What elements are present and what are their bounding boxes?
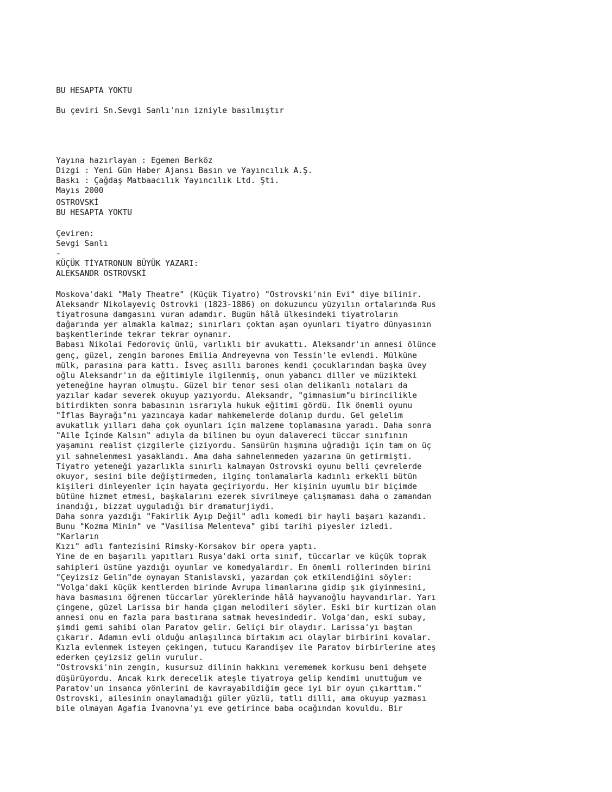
header-block <box>56 86 586 116</box>
body-line: annesi onu en fazla para bastırana satmak hevesindedir. Volga'dan, eski subay, <box>56 613 427 622</box>
body-line: Tiyatro yeteneği yazarlıkla sınırlı kalmayan Ostrovski oyunu belli çevrelerde <box>56 461 422 471</box>
separator-dash: - <box>56 249 61 259</box>
body-line: yazılar kadar severek okuyup yazıyordu. Aleksandr, "gimnasium"u birincilikle <box>56 390 418 400</box>
body-line: okuyor, sesini bile değiştirmeden, ilginç tonlamalarla kadınlı erkekli bütün <box>56 471 418 481</box>
translator-label: Çeviren: <box>56 229 95 238</box>
title-block <box>56 198 586 218</box>
body-line: Aleksandr Nikolayeviç Ostrovki (1823-1886) on dokuzuncu yüzyılın ortalarında Rus <box>56 300 437 310</box>
body-line: "Aile İçinde Kalsın" adıyla da bilinen bu oyun dalavereci tüccar sınıfının <box>56 431 408 441</box>
body-line: avukatlık yılları daha çok oyunları için malzeme toplamasına yaradı. Daha sonra <box>56 421 432 431</box>
section-heading: KÜÇÜK TİYATRONUN BÜYÜK YAZARI: <box>56 259 199 269</box>
permission-note: Bu çeviri Sn.Sevgi Sanlı'nın izniyle basılmıştır <box>56 106 285 116</box>
body-text <box>56 290 586 714</box>
body-line: Bunu "Kozma Minin" ve "Vasilisa Melenteva" gibi tarihi piyesler izledi. <box>56 522 394 532</box>
book-title: BU HESAPTA YOKTU <box>56 208 133 218</box>
body-line: genç, güzel, zengin barones Emilia Andreyevna von Tessin'le evlendi. Mülküne <box>56 350 418 360</box>
body-line: Yine de en başarılı yapıtları Rusya'daki orta sınıf, tüccarlar ve küçük toprak <box>56 552 427 562</box>
body-line: çingene, güzel Larissa bir handa çigan melodileri söyler. Eski bir kurtizan olan <box>56 602 437 612</box>
prepared-by: Yayına hazırlayan : Egemen Berköz <box>56 156 213 165</box>
publication-info <box>56 156 586 196</box>
body-line: Ostrovski, ailesinin onaylamadığı güler yüzlü, tatlı dilli, ama okuyup yazması <box>56 693 427 703</box>
body-line: kişileri dinleyenler için hayata geçiriyordu. Her kişinin uyumlu bir biçimde <box>56 481 418 491</box>
body-line: Moskova'daki "Maly Theatre" (Küçük Tiyatro) "Ostrovski'nin Evi" diye bilinir. <box>56 290 422 299</box>
body-line: "Volga'daki küçük kentlerden birinde Avrupa limanlarına gidip şık giyinmesini, <box>56 582 427 592</box>
body-line: dağarında yer almakla kalmaz; sınırları çoktan aşan oyunları tiyatro dünyasının <box>56 320 432 330</box>
body-line: oğlu Aleksandr'ın da eğitimiyle ilgilenmiş, onun yabancı diller ve müzikteki <box>56 370 418 380</box>
body-line: Kızı" adlı fantezisini Rimsky-Korsakov bir opera yaptı. <box>56 542 318 552</box>
author-name: OSTROVSKİ <box>56 198 99 207</box>
translator-name: Sevgi Sanlı <box>56 239 109 249</box>
body-line: "Çeyizsiz Gelin"de oynayan Stanislavski, yazardan çok etkilendiğini söyler: <box>56 572 413 582</box>
body-line: ederken çeyizsiz gelin vurulur. <box>56 653 204 663</box>
body-line: hava basmasını öğrenen tüccarlar yüreklerinde hâlâ hayvanoğlu hayvandırlar. Yarı <box>56 592 437 602</box>
body-line: bütüne hizmet etmesi, başkalarını ezerek sivrilmeye çalışmaması daha o zamandan <box>56 491 432 501</box>
body-line: bitirdikten sonra babasının ısrarıyla hukuk eğitimi gördü. İlk önemli oyunu <box>56 401 413 411</box>
section-subject: ALEKSANDR OSTROVSKİ <box>56 269 147 279</box>
body-line: yıl sahnelenmesi yasaklandı. Ama daha sahnelenmeden yazarına ün getirmişti. <box>56 451 413 461</box>
body-line: sahipleri üstüne yazdığı oyunlar ve komedyalardır. En önemli rollerinden birini <box>56 562 432 572</box>
typesetting: Dizgi : Yeni Gün Haber Ajansı Basın ve Yayıncılık A.Ş. <box>56 166 313 176</box>
body-line: "Karlar​ın <box>56 532 99 542</box>
body-line: "İflas Bayrağı"nı yazıncaya kadar mahkemelerde dolanıp durdu. Gel gelelim <box>56 411 403 421</box>
body-line: "Ostrovski'nin zengin, kusursuz dilinin hakkını verememek korkusu beni dehşete <box>56 663 427 673</box>
printing: Baskı : Çağdaş Matbaacılık Yayıncılık Ltd. Şti. <box>56 176 280 186</box>
body-line: mülk, parasına para kattı. İsveç asıllı barones kendi çocuklarından başka üvey <box>56 360 427 370</box>
body-line: tiyatrosuna damgasını vuran adamdır. Bugün hâlâ ülkesindeki tiyatroların <box>56 310 399 320</box>
body-line: çıkarır. Adamın evli olduğu anlaşılınca birtakım acı olaylar birbirini kovalar. <box>56 633 432 643</box>
body-line: Paratov'un insanca yönlerini de kavrayabildiğim gece iyi bir oyun çıkarttım." <box>56 683 422 693</box>
translator-block <box>56 229 586 279</box>
body-line: bile olmayan Agafia İvanovna'yı eve getirince baba ocağından kovuldu. Bir <box>56 703 403 713</box>
body-line: düşürüyordu. Ancak kırk derecelik ateşle tiyatroya gelip kendimi unuttuğum ve <box>56 673 422 683</box>
header-title: BU HESAPTA YOKTU <box>56 86 133 95</box>
body-line: Babası Nikolai Fedoroviç ünlü, varlıklı bir avukattı. Aleksandr'ın annesi ölünce <box>56 340 437 350</box>
body-line: şimdi gemi sahibi olan Paratov gelir. Geliçi bir olaydır. Larissa'yı baştan <box>56 623 413 633</box>
body-line: inandığı, bizzat uyguladığı bir dramaturjiydi. <box>56 501 275 511</box>
body-line: yeteneğine hayran olmuştu. Güzel bir tenor sesi olan delikanlı notaları da <box>56 380 408 390</box>
body-line: Daha sonra yazdığı "Fakirlik Ayıp Değil" adlı komedi bir hayli başarı kazandı. <box>56 512 427 522</box>
publication-date: Mayıs 2000 <box>56 186 104 196</box>
body-line: Kızla evlenmek isteyen çekingen, tutucu Karandişev ile Paratov birbirlerine ateş <box>56 643 437 653</box>
body-line: yaşamını realist çizgilerle çiziyordu. Sansürün hışmına uğradığı için tam on üç <box>56 441 432 451</box>
body-line: başkentlerinde tekrar tekrar oynanır. <box>56 330 232 340</box>
